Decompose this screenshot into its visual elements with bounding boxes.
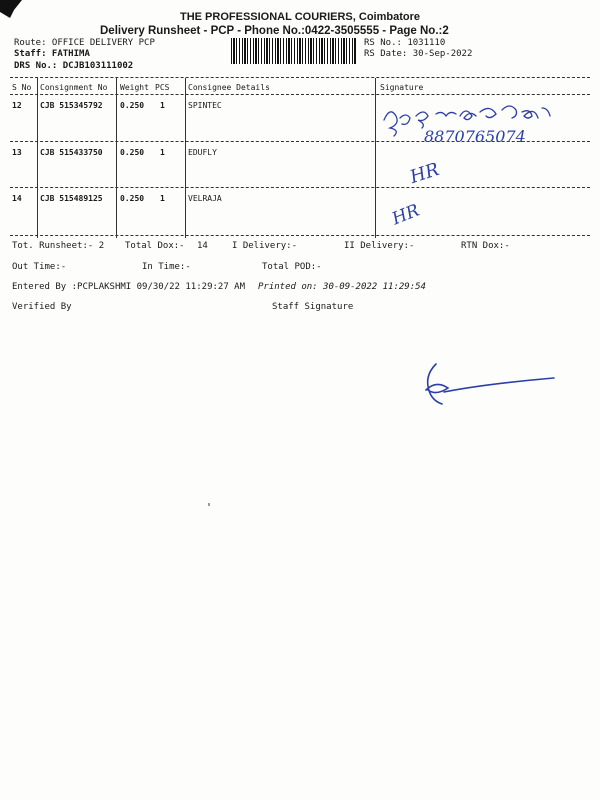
col-divider bbox=[375, 78, 376, 238]
row-sno: 14 bbox=[12, 194, 22, 203]
row-consignee: EDUFLY bbox=[188, 148, 217, 157]
printed-on: Printed on: 30-09-2022 11:29:54 bbox=[258, 282, 426, 292]
verified-by-label: Verified By bbox=[12, 302, 72, 312]
row-pcs: 1 bbox=[160, 101, 165, 110]
row-weight: 0.250 bbox=[120, 148, 145, 157]
entered-by: Entered By :PCPLAKSHMI 09/30/22 11:29:27 AM bbox=[12, 282, 245, 292]
signature-phone-number: 8870765074 bbox=[424, 127, 526, 146]
total-pod-label: Total POD:- bbox=[262, 262, 322, 272]
staff-label: Staff: FATHIMA bbox=[14, 49, 90, 59]
ii-delivery-label: II Delivery:- bbox=[344, 241, 415, 251]
row-sno: 12 bbox=[12, 101, 22, 110]
handwritten-initials: HR bbox=[407, 158, 442, 189]
staff-signature-label: Staff Signature bbox=[272, 302, 354, 312]
col-divider bbox=[116, 78, 117, 238]
table-header-rule bbox=[10, 94, 590, 95]
row-consignment: CJB 515345792 bbox=[40, 101, 103, 110]
out-time-label: Out Time:- bbox=[12, 262, 67, 272]
rs-date: RS Date: 30-Sep-2022 bbox=[364, 49, 473, 59]
handwritten-initials: HR bbox=[389, 200, 423, 230]
row-consignee: VELRAJA bbox=[188, 194, 222, 203]
company-title: THE PROFESSIONAL COURIERS, Coimbatore bbox=[180, 11, 420, 23]
rtn-dox-label: RTN Dox:- bbox=[461, 241, 510, 251]
runsheet-subtitle: Delivery Runsheet - PCP - Phone No.:0422-3505555 - Page No.:2 bbox=[100, 25, 449, 37]
row-sno: 13 bbox=[12, 148, 22, 157]
in-time-label: In Time:- bbox=[142, 262, 191, 272]
row-consignment: CJB 515489125 bbox=[40, 194, 103, 203]
row-pcs: 1 bbox=[160, 194, 165, 203]
row-weight: 0.250 bbox=[120, 101, 145, 110]
drs-number: DRS No.: DCJB103111002 bbox=[14, 61, 134, 71]
col-header-weight: Weight bbox=[120, 83, 149, 92]
total-dox-value: 14 bbox=[197, 241, 208, 251]
paper-speck bbox=[208, 503, 210, 506]
table-bottom-rule bbox=[10, 235, 590, 236]
col-divider bbox=[185, 78, 186, 238]
col-header-consignee: Consignee Details bbox=[188, 83, 270, 92]
total-dox-label: Total Dox:- bbox=[125, 241, 185, 251]
col-header-consignment: Consignment No bbox=[40, 83, 108, 92]
rs-number: RS No.: 1031110 bbox=[364, 38, 446, 48]
staff-signature-scribble bbox=[420, 360, 560, 410]
route-label: Route: OFFICE DELIVERY PCP bbox=[14, 38, 155, 48]
col-divider bbox=[37, 78, 38, 238]
row-pcs: 1 bbox=[160, 148, 165, 157]
col-header-pcs: PCS bbox=[155, 83, 170, 92]
i-delivery-label: I Delivery:- bbox=[232, 241, 298, 251]
corner-mark bbox=[0, 0, 22, 18]
row-consignee: SPINTEC bbox=[188, 101, 222, 110]
handwritten-signature bbox=[378, 100, 558, 150]
row-divider bbox=[10, 187, 590, 188]
row-weight: 0.250 bbox=[120, 194, 145, 203]
table-top-rule bbox=[10, 77, 590, 78]
col-header-signature: Signature bbox=[380, 83, 424, 92]
row-consignment: CJB 515433750 bbox=[40, 148, 103, 157]
total-runsheet: Tot. Runsheet:- 2 bbox=[12, 241, 105, 251]
barcode bbox=[231, 38, 356, 64]
col-header-sno: S No bbox=[12, 83, 32, 92]
